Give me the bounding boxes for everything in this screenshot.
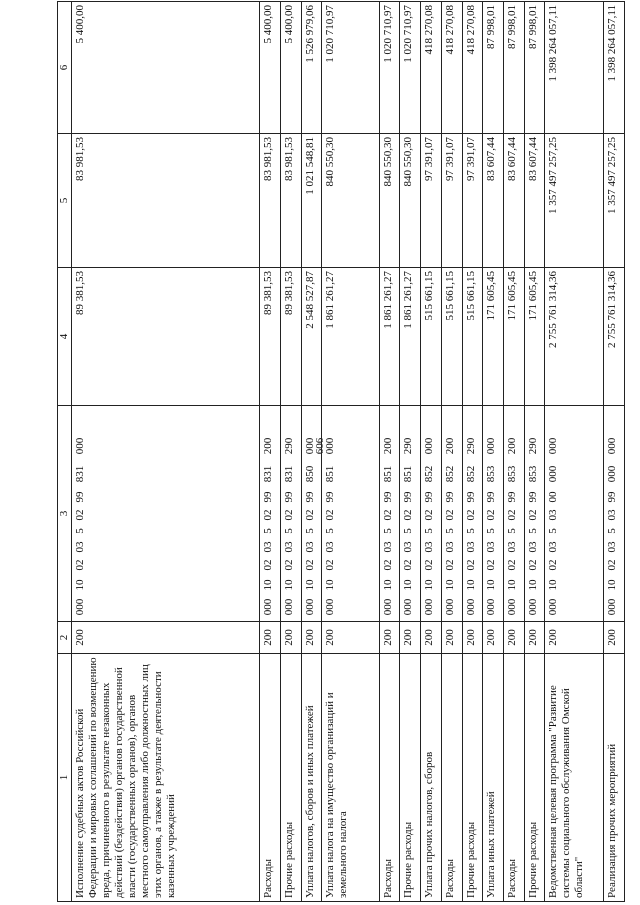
code-segment: 02 (443, 509, 456, 521)
code-segment: 290 (402, 437, 415, 455)
code-segment: 02 (485, 509, 498, 521)
row-classification-code (421, 406, 442, 622)
row-code-200: 200 (545, 622, 604, 654)
code-segment: 03 (262, 541, 275, 553)
row-code-200: 200 (441, 622, 462, 654)
table-row (483, 2, 504, 902)
row-amount-col-4: 1 861 261,27 (322, 268, 379, 406)
code-segment: 000 (282, 598, 295, 616)
code-segment: 02 (526, 559, 539, 571)
row-amount-col-6: 1 398 264 057,11 (604, 2, 625, 134)
code-segment: 200 (443, 437, 456, 455)
code-segment: 851 (324, 465, 337, 483)
code-segment: 000 (606, 437, 619, 455)
header-col-3: 3 (58, 406, 72, 622)
code-segment: 5 (526, 528, 539, 534)
row-classification-code (462, 406, 483, 622)
code-segment: 10 (262, 579, 275, 591)
code-segment: 02 (74, 559, 86, 571)
row-name: Исполнение судебных актов Российской Федерации и мировых соглашений по возмещению вреда, причиненного в результате незаконных действий (бездействия) органов государственной власти (государственных органов), органов местного самоуправления либо должностных лиц этих органов, а также в результате деятельности казенных учреждений (72, 654, 260, 902)
code-segment: 10 (526, 579, 539, 591)
code-segment: 290 (464, 437, 477, 455)
code-segment: 5 (303, 528, 316, 534)
code-segment: 99 (402, 491, 415, 503)
code-segment: 02 (606, 559, 619, 571)
code-segment: 99 (526, 491, 539, 503)
code-segment: 10 (547, 579, 560, 591)
table-row (280, 2, 301, 902)
code-segment: 851 (402, 465, 415, 483)
code-segment: 02 (464, 559, 477, 571)
row-amount-col-4: 89 381,53 (280, 268, 301, 406)
row-amount-col-5: 83 981,53 (260, 134, 281, 268)
code-segment: 10 (402, 579, 415, 591)
row-code-200: 200 (483, 622, 504, 654)
row-amount-col-4: 1 861 261,27 (379, 268, 400, 406)
code-segment: 03 (324, 541, 337, 553)
row-code-200: 200 (421, 622, 442, 654)
code-segment: 853 (485, 465, 498, 483)
row-amount-col-5: 840 550,30 (400, 134, 421, 268)
code-segment: 10 (506, 579, 519, 591)
header-col-5: 5 (58, 134, 72, 268)
code-segment: 03 (464, 541, 477, 553)
row-amount-col-6: 418 270,08 (462, 2, 483, 134)
row-name: Прочие расходы (400, 654, 421, 902)
code-segment: 5 (402, 528, 415, 534)
code-segment: 03 (423, 541, 436, 553)
code-segment: 5 (547, 528, 560, 534)
code-segment: 000 (526, 598, 539, 616)
code-segment: 03 (402, 541, 415, 553)
code-segment: 000 (303, 598, 316, 616)
row-amount-col-4: 1 861 261,27 (400, 268, 421, 406)
row-amount-col-5: 1 357 497 257,25 (545, 134, 604, 268)
code-segment: 99 (74, 491, 86, 503)
row-amount-col-4: 171 605,45 (504, 268, 525, 406)
code-segment: 02 (485, 559, 498, 571)
row-amount-col-6: 5 400,00 (72, 2, 260, 134)
code-segment: 851 (381, 465, 394, 483)
code-segment: 5 (324, 528, 337, 534)
page-number: 606 (314, 437, 326, 455)
code-segment: 850 (303, 465, 316, 483)
code-segment: 99 (464, 491, 477, 503)
row-code-200: 200 (504, 622, 525, 654)
code-segment: 03 (547, 541, 560, 553)
code-segment: 5 (423, 528, 436, 534)
code-segment: 10 (324, 579, 337, 591)
row-classification-code (322, 406, 379, 622)
row-name: Расходы (260, 654, 281, 902)
code-segment: 000 (303, 437, 316, 455)
code-segment: 02 (262, 509, 275, 521)
row-amount-col-6: 87 998,01 (483, 2, 504, 134)
row-amount-col-5: 83 607,44 (483, 134, 504, 268)
code-segment: 000 (74, 437, 86, 455)
code-segment: 5 (381, 528, 394, 534)
code-segment: 5 (262, 528, 275, 534)
table-row (301, 2, 322, 902)
code-segment: 99 (443, 491, 456, 503)
code-segment: 03 (303, 541, 316, 553)
code-segment: 02 (464, 509, 477, 521)
code-segment: 5 (443, 528, 456, 534)
code-segment: 5 (282, 528, 295, 534)
row-code-200: 200 (379, 622, 400, 654)
code-segment: 03 (526, 541, 539, 553)
row-classification-code (72, 406, 260, 622)
row-amount-col-5: 97 391,07 (462, 134, 483, 268)
code-segment: 5 (606, 528, 619, 534)
code-segment: 831 (262, 465, 275, 483)
table-row (400, 2, 421, 902)
row-name: Расходы (441, 654, 462, 902)
header-col-1: 1 (58, 654, 72, 902)
code-segment: 03 (443, 541, 456, 553)
code-segment: 000 (485, 437, 498, 455)
table-row (441, 2, 462, 902)
code-segment: 02 (303, 509, 316, 521)
row-amount-col-5: 83 607,44 (524, 134, 545, 268)
row-amount-col-4: 171 605,45 (483, 268, 504, 406)
row-classification-code (504, 406, 525, 622)
row-amount-col-6: 1 398 264 057,11 (545, 2, 604, 134)
table-row (462, 2, 483, 902)
row-classification-code (545, 406, 604, 622)
row-code-200: 200 (604, 622, 625, 654)
row-name: Прочие расходы (524, 654, 545, 902)
code-segment: 02 (381, 559, 394, 571)
rotated-table-container (57, 2, 625, 902)
table-row (322, 2, 379, 902)
row-amount-col-6: 418 270,08 (421, 2, 442, 134)
code-segment: 99 (303, 491, 316, 503)
row-amount-col-6: 1 020 710,97 (400, 2, 421, 134)
code-segment: 000 (547, 598, 560, 616)
code-segment: 02 (547, 559, 560, 571)
code-segment: 02 (423, 559, 436, 571)
row-amount-col-5: 83 981,53 (280, 134, 301, 268)
code-segment: 99 (282, 491, 295, 503)
row-name: Ведомственная целевая программа "Развитие системы социального обслуживания Омской области" (545, 654, 604, 902)
code-segment: 852 (423, 465, 436, 483)
code-segment: 000 (262, 598, 275, 616)
code-segment: 03 (606, 541, 619, 553)
row-amount-col-5: 97 391,07 (421, 134, 442, 268)
row-amount-col-6: 1 526 979,06 (301, 2, 322, 134)
code-segment: 02 (506, 559, 519, 571)
row-name: Расходы (504, 654, 525, 902)
row-code-200: 200 (280, 622, 301, 654)
code-segment: 99 (485, 491, 498, 503)
code-segment: 03 (282, 541, 295, 553)
header-row (58, 2, 72, 902)
code-segment: 02 (74, 509, 86, 521)
code-segment: 03 (485, 541, 498, 553)
code-segment: 02 (303, 559, 316, 571)
row-code-200: 200 (400, 622, 421, 654)
code-segment: 5 (74, 528, 86, 534)
code-segment: 99 (506, 491, 519, 503)
code-segment: 000 (485, 598, 498, 616)
row-name: Расходы (379, 654, 400, 902)
code-segment: 10 (423, 579, 436, 591)
row-amount-col-4: 89 381,53 (72, 268, 260, 406)
row-amount-col-5: 840 550,30 (322, 134, 379, 268)
table-row (260, 2, 281, 902)
code-segment: 10 (303, 579, 316, 591)
row-amount-col-6: 1 020 710,97 (322, 2, 379, 134)
code-segment: 10 (74, 579, 86, 591)
code-segment: 853 (526, 465, 539, 483)
code-segment: 10 (443, 579, 456, 591)
code-segment: 853 (506, 465, 519, 483)
code-segment: 10 (282, 579, 295, 591)
code-segment: 03 (547, 509, 560, 521)
code-segment: 02 (282, 559, 295, 571)
row-amount-col-6: 87 998,01 (504, 2, 525, 134)
code-segment: 03 (606, 509, 619, 521)
row-amount-col-4: 515 661,15 (441, 268, 462, 406)
code-segment: 5 (485, 528, 498, 534)
code-segment: 200 (262, 437, 275, 455)
code-segment: 000 (547, 437, 560, 455)
code-segment: 852 (464, 465, 477, 483)
row-classification-code (604, 406, 625, 622)
code-segment: 000 (547, 465, 560, 483)
code-segment: 02 (526, 509, 539, 521)
row-name: Уплата иных платежей (483, 654, 504, 902)
code-segment: 02 (324, 559, 337, 571)
row-amount-col-4: 515 661,15 (421, 268, 442, 406)
code-segment: 000 (506, 598, 519, 616)
table-row (72, 2, 260, 902)
row-amount-col-5: 83 607,44 (504, 134, 525, 268)
row-classification-code (524, 406, 545, 622)
table-row (421, 2, 442, 902)
budget-table (57, 1, 625, 902)
code-segment: 5 (464, 528, 477, 534)
code-segment: 99 (381, 491, 394, 503)
code-segment: 02 (506, 509, 519, 521)
code-segment: 000 (464, 598, 477, 616)
code-segment: 03 (74, 541, 86, 553)
row-amount-col-6: 87 998,01 (524, 2, 545, 134)
code-segment: 02 (282, 509, 295, 521)
row-code-200: 200 (72, 622, 260, 654)
code-segment: 290 (282, 437, 295, 455)
row-amount-col-4: 171 605,45 (524, 268, 545, 406)
code-segment: 02 (402, 509, 415, 521)
code-segment: 290 (526, 437, 539, 455)
row-classification-code (260, 406, 281, 622)
row-amount-col-5: 97 391,07 (441, 134, 462, 268)
code-segment: 000 (324, 598, 337, 616)
code-segment: 03 (381, 541, 394, 553)
code-segment: 000 (74, 598, 86, 616)
row-code-200: 200 (322, 622, 379, 654)
table-row (504, 2, 525, 902)
code-segment: 831 (282, 465, 295, 483)
row-amount-col-4: 2 755 761 314,36 (604, 268, 625, 406)
row-classification-code (280, 406, 301, 622)
row-name: Уплата прочих налогов, сборов (421, 654, 442, 902)
row-classification-code (441, 406, 462, 622)
code-segment: 000 (324, 437, 337, 455)
header-col-4: 4 (58, 268, 72, 406)
code-segment: 03 (506, 541, 519, 553)
row-classification-code (379, 406, 400, 622)
code-segment: 852 (443, 465, 456, 483)
row-amount-col-4: 89 381,53 (260, 268, 281, 406)
row-amount-col-6: 418 270,08 (441, 2, 462, 134)
code-segment: 00 (547, 491, 560, 503)
row-code-200: 200 (260, 622, 281, 654)
row-amount-col-6: 5 400,00 (280, 2, 301, 134)
row-classification-code (483, 406, 504, 622)
row-amount-col-5: 83 981,53 (72, 134, 260, 268)
code-segment: 5 (506, 528, 519, 534)
code-segment: 99 (262, 491, 275, 503)
row-name: Уплата налогов, сборов и иных платежей (301, 654, 322, 902)
code-segment: 000 (606, 465, 619, 483)
code-segment: 000 (402, 598, 415, 616)
row-name: Уплата налога на имущество организаций и земельного налога (322, 654, 379, 902)
row-amount-col-5: 840 550,30 (379, 134, 400, 268)
code-segment: 200 (381, 437, 394, 455)
code-segment: 10 (381, 579, 394, 591)
code-segment: 02 (443, 559, 456, 571)
row-code-200: 200 (301, 622, 322, 654)
code-segment: 02 (262, 559, 275, 571)
row-amount-col-5: 1 357 497 257,25 (604, 134, 625, 268)
row-amount-col-4: 515 661,15 (462, 268, 483, 406)
code-segment: 99 (324, 491, 337, 503)
row-amount-col-4: 2 755 761 314,36 (545, 268, 604, 406)
row-code-200: 200 (524, 622, 545, 654)
code-segment: 000 (423, 598, 436, 616)
table-row (524, 2, 545, 902)
header-col-2: 2 (58, 622, 72, 654)
code-segment: 10 (606, 579, 619, 591)
header-col-6: 6 (58, 2, 72, 134)
row-name: Прочие расходы (462, 654, 483, 902)
row-amount-col-6: 5 400,00 (260, 2, 281, 134)
table-row (379, 2, 400, 902)
code-segment: 000 (423, 437, 436, 455)
code-segment: 10 (485, 579, 498, 591)
code-segment: 02 (423, 509, 436, 521)
code-segment: 000 (443, 598, 456, 616)
code-segment: 99 (423, 491, 436, 503)
row-classification-code (301, 406, 322, 622)
code-segment: 831 (74, 465, 86, 483)
code-segment: 000 (606, 598, 619, 616)
row-code-200: 200 (462, 622, 483, 654)
row-name: Реализация прочих мероприятий (604, 654, 625, 902)
code-segment: 000 (381, 598, 394, 616)
code-segment: 02 (324, 509, 337, 521)
row-amount-col-6: 1 020 710,97 (379, 2, 400, 134)
code-segment: 02 (402, 559, 415, 571)
code-segment: 02 (381, 509, 394, 521)
code-segment: 200 (506, 437, 519, 455)
row-classification-code (400, 406, 421, 622)
table-body (72, 2, 625, 902)
code-segment: 99 (606, 491, 619, 503)
row-amount-col-4: 2 548 527,87 (301, 268, 322, 406)
table-row (604, 2, 625, 902)
row-name: Прочие расходы (280, 654, 301, 902)
code-segment: 10 (464, 579, 477, 591)
row-amount-col-5: 1 021 548,81 (301, 134, 322, 268)
table-row (545, 2, 604, 902)
